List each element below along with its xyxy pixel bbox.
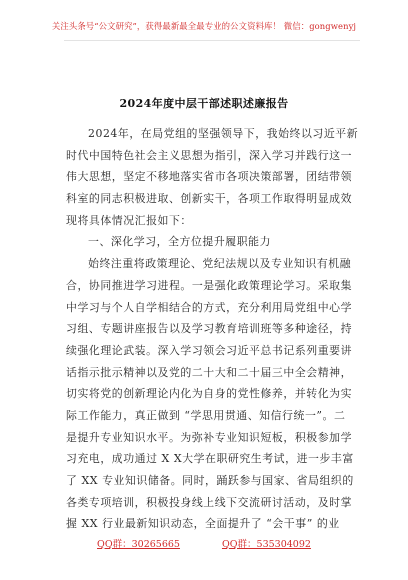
banner-divider xyxy=(64,40,360,41)
body-line: 现将具体情况汇报如下： xyxy=(66,213,192,227)
qq-group-2: QQ群：535304092 xyxy=(221,539,311,550)
body-line: 是提升专业知识水平。为弥补专业知识短板，积极参加学 xyxy=(66,430,353,444)
body-line: 习充电，成功通过 X X大学在职研究生考试，进一步丰富 xyxy=(66,452,354,466)
body-line: 习组、专题讲座报告以及学习教育培训班等多种途径，持 xyxy=(66,322,353,336)
body-line: 各类专项培训，积极投身线上线下交流研讨活动，及时掌 xyxy=(66,495,353,509)
body-line: 话指示批示精神以及党的二十大和二十届三中全会精神， xyxy=(66,365,353,379)
body-line: 中学习与个人自学相结合的方式，充分利用局党组中心学 xyxy=(66,300,353,314)
body-line: 科室的同志积极进取、创新实干，各项工作取得明显成效 xyxy=(66,192,353,206)
document-title: 2024年度中层干部述职述廉报告 xyxy=(119,97,289,110)
body-line: 伟大思想，坚定不移地落实省市各项决策部署，团结带领 xyxy=(66,170,353,184)
document-body xyxy=(66,123,362,535)
body-line: 2024年，在局党组的坚强领导下，我始终以习近平新 xyxy=(88,127,359,140)
body-line: 合，协同推进学习进程。一是强化政策理论学习。采取集 xyxy=(66,278,353,292)
qq-group-1: QQ群：30265665 xyxy=(97,539,180,550)
body-line: 握 XX 行业最新知识动态，全面提升了 “会干事” 的业 xyxy=(66,517,340,531)
body-line: 续强化理论武装。深入学习领会习近平总书记系列重要讲 xyxy=(66,343,353,357)
body-line: 切实将党的创新理论内化为自身的党性修养，并转化为实 xyxy=(66,387,353,401)
body-line: 始终注重将政策理论、党纪法规以及专业知识有机融 xyxy=(88,257,352,271)
footer-contact xyxy=(0,536,408,550)
body-line: 一、深化学习，全方位提升履职能力 xyxy=(88,235,272,249)
promo-banner: 关注头条号“公文研究”，获得最新最全最专业的公文资料库！ 微信：gongwenyj xyxy=(51,21,357,31)
body-line: 际工作能力，真正做到 “学思用贯通、知信行统一”。二 xyxy=(66,408,346,422)
body-line: 了 XX 专业知识储备。同时，踊跃参与国家、省局组织的 xyxy=(66,474,354,487)
body-line: 时代中国特色社会主义思想为指引，深入学习并践行这一 xyxy=(66,148,353,162)
